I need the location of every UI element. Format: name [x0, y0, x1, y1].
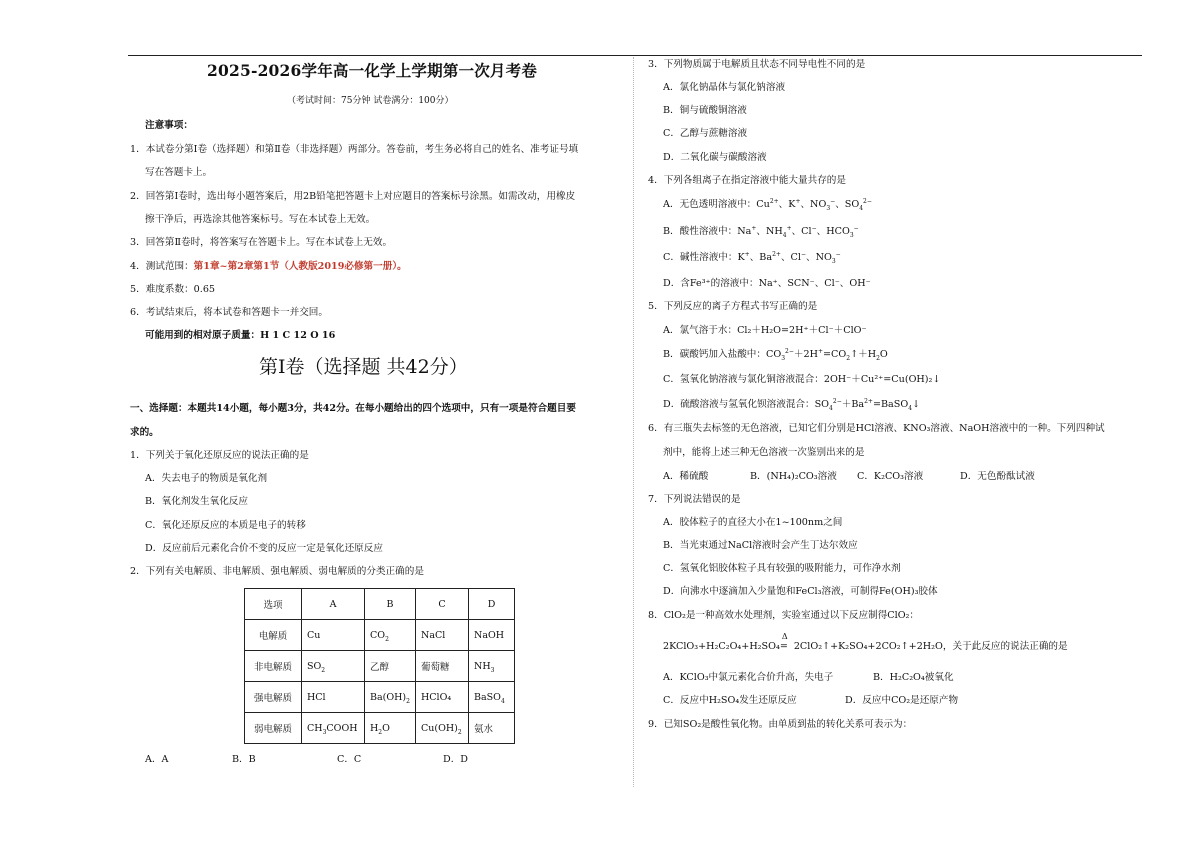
q4-option-a: A．无色透明溶液中：$Cu^{2+}$、K+、$NO_3^-$、$SO_4^{2-}$ — [663, 197, 872, 212]
table-row — [245, 620, 515, 651]
table-row-label: 电解质 — [245, 620, 302, 651]
table-cell: BaSO$_4$ — [469, 682, 515, 713]
q3-option-b: B．铜与硫酸铜溶液 — [663, 105, 747, 116]
q8-stem: 8．ClO₂是一种高效水处理剂，实验室通过以下反应制得ClO₂： — [648, 610, 919, 621]
table-row-label: 弱电解质 — [245, 713, 302, 744]
notice-6: 6．考试结束后，将本试卷和答题卡一并交回。 — [130, 307, 328, 318]
q4-option-d: D．含Fe³⁺的溶液中：Na⁺、SCN⁻、Cl⁻、OH⁻ — [663, 278, 871, 289]
q4-option-b: B．酸性溶液中：Na+、$NH_4^+$、Cl−、$HCO_3^-$ — [663, 224, 859, 239]
notice-4-prefix: 4．测试范围： — [130, 261, 194, 272]
q9-stem: 9．已知SO₂是酸性氧化物。由单质到盐的转化关系可表示为： — [648, 719, 913, 730]
q8-equation-left: 2KClO₃+H₂C₂O₄+H₂SO₄ — [663, 641, 780, 652]
exam-subtitle: （考试时间：75分钟 试卷满分：100分） — [287, 96, 454, 106]
notice-4 — [130, 262, 407, 272]
table-cell: 氨水 — [469, 713, 515, 744]
table-cell: NaCl — [416, 620, 469, 651]
table-cell: $Ba(OH)_2$ — [365, 682, 416, 713]
q7-stem: 7．下列说法错误的是 — [648, 494, 741, 505]
notice-2-line-2: 擦干净后，再选涂其他答案标号。写在本试卷上无效。 — [145, 214, 376, 225]
notice-heading: 注意事项： — [145, 120, 193, 131]
q1-stem: 1．下列关于氧化还原反应的说法正确的是 — [130, 450, 309, 461]
q4-stem: 4．下列各组离子在指定溶液中能大量共存的是 — [648, 175, 846, 186]
section-1-instructions-line-1: 一、选择题：本题共14小题，每小题3分，共42分。在每小题给出的四个选项中，只有一项是符合题目要 — [130, 403, 576, 414]
notice-2-line-1: 2．回答第Ⅰ卷时，选出每小题答案后，用2B铅笔把答题卡上对应题目的答案标号涂黑。如需改动，用橡皮 — [130, 191, 576, 202]
table-row — [245, 682, 515, 713]
table-cell: $CO_2$ — [365, 620, 416, 651]
q8-equation-right: 2ClO₂↑+K₂SO₄+2CO₂↑+2H₂O，关于此反应的说法正确的是 — [793, 641, 1068, 652]
q5-stem: 5．下列反应的离子方程式书写正确的是 — [648, 301, 818, 312]
q6-stem-line-2: 剂中，能将上述三种无色溶液一次鉴别出来的是 — [663, 447, 865, 458]
q4-option-b-text: B．酸性溶液中： — [663, 226, 738, 237]
table-row — [245, 651, 515, 682]
q7-option-c: C．氢氧化铝胶体粒子具有较强的吸附能力，可作净水剂 — [663, 563, 901, 574]
q7-option-d: D．向沸水中逐滴加入少量饱和FeCl₃溶液，可制得Fe(OH)₃胶体 — [663, 586, 938, 597]
q5-option-a: A．氯气溶于水：Cl₂＋H₂O=2H⁺＋Cl⁻＋ClO⁻ — [663, 325, 867, 336]
q6-option-a: A．稀硫酸 — [663, 471, 709, 482]
table-cell: 乙醇 — [365, 651, 416, 682]
header-rule — [128, 55, 1142, 56]
q1-option-d: D．反应前后元素化合价不变的反应一定是氧化还原反应 — [145, 543, 383, 554]
table-cell: $SO_2$ — [302, 651, 365, 682]
table-cell: HCl — [302, 682, 365, 713]
q6-option-d: D．无色酚酞试液 — [960, 471, 1035, 482]
q2-option-c: C．C — [337, 754, 362, 765]
table-header-cell: C — [416, 589, 469, 620]
column-divider — [633, 57, 634, 787]
q3-stem: 3．下列物质属于电解质且状态不同导电性不同的是 — [648, 59, 866, 70]
table-cell: $CH_3COOH$ — [302, 713, 365, 744]
q8-option-c: C．反应中H₂SO₄发生还原反应 — [663, 695, 797, 706]
atomic-mass-line: 可能用到的相对原子质量：H 1 C 12 O 16 — [145, 330, 336, 341]
q2-classification-table — [244, 588, 515, 744]
q1-option-b: B．氧化剂发生氧化反应 — [145, 496, 248, 507]
table-cell: 葡萄糖 — [416, 651, 469, 682]
notice-1-line-1: 1．本试卷分第Ⅰ卷（选择题）和第Ⅱ卷（非选择题）两部分。答卷前，考生务必将自己的姓名、准考证号填 — [130, 144, 579, 155]
notice-3: 3．回答第Ⅱ卷时，将答案写在答题卡上。写在本试卷上无效。 — [130, 237, 393, 248]
table-cell: $NH_3$ — [469, 651, 515, 682]
table-cell: $H_2O$ — [365, 713, 416, 744]
q3-option-a: A．氯化钠晶体与氯化钠溶液 — [663, 82, 786, 93]
q4-option-a-text: A．无色透明溶液中： — [663, 199, 757, 210]
q2-option-a: A．A — [145, 754, 169, 765]
q8-option-b: B．H₂C₂O₄被氧化 — [873, 672, 954, 683]
q2-option-b: B．B — [232, 754, 256, 765]
q7-option-a: A．胶体粒子的直径大小在1~100nm之间 — [663, 517, 843, 528]
table-row-label: 强电解质 — [245, 682, 302, 713]
table-cell: HClO₄ — [416, 682, 469, 713]
table-header-cell: 选项 — [245, 589, 302, 620]
q2-option-d: D．D — [443, 754, 468, 765]
q5-option-c: C．氢氧化钠溶液与氯化铜溶液混合：2OH⁻＋Cu²⁺=Cu(OH)₂↓ — [663, 374, 941, 385]
q6-stem-line-1: 6．有三瓶失去标签的无色溶液，已知它们分别是HCl溶液、KNO₃溶液、NaOH溶液中的一种。下列四种试 — [648, 423, 1105, 434]
notice-4-range: 第1章~第2章第1节（人教版2019必修第一册）。 — [193, 261, 407, 272]
q3-option-d: D．二氧化碳与碳酸溶液 — [663, 152, 767, 163]
table-row-label: 非电解质 — [245, 651, 302, 682]
table-cell: Cu — [302, 620, 365, 651]
q8-option-d: D．反应中CO₂是还原产物 — [845, 695, 959, 706]
notice-1-line-2: 写在答题卡上。 — [145, 167, 213, 178]
table-header-cell: A — [302, 589, 365, 620]
q5-option-d: D．硫酸溶液与氢氧化钡溶液混合：$SO_4^{2-}+Ba^{2+}=BaSO_4↓$ — [663, 397, 921, 412]
q8-option-a: A．KClO₃中氯元素化合价升高，失电子 — [663, 672, 834, 683]
table-header-row — [245, 589, 515, 620]
q5-option-b-text: B．碳酸钙加入盐酸中： — [663, 349, 766, 360]
q8-equation — [663, 632, 1068, 652]
q4-option-c-text: C．碱性溶液中： — [663, 252, 738, 263]
q3-option-c: C．乙醇与蔗糖溶液 — [663, 128, 748, 139]
q2-stem: 2．下列有关电解质、非电解质、强电解质、弱电解质的分类正确的是 — [130, 566, 424, 577]
q5-option-b: B．碳酸钙加入盐酸中：$CO_3^{2-}+2H^+=CO_2↑+H_2O$ — [663, 347, 888, 362]
table-header-cell: D — [469, 589, 515, 620]
section-1-title: 第Ⅰ卷（选择题 共42分） — [259, 356, 468, 378]
q1-option-a: A．失去电子的物质是氧化剂 — [145, 473, 268, 484]
section-1-instructions-line-2: 求的。 — [130, 427, 159, 438]
q6-option-b: B．(NH₄)₂CO₃溶液 — [750, 471, 837, 482]
table-header-cell: B — [365, 589, 416, 620]
notice-5: 5．难度系数：0.65 — [130, 284, 216, 295]
table-row — [245, 713, 515, 744]
q5-option-d-text: D．硫酸溶液与氢氧化钡溶液混合： — [663, 399, 815, 410]
q4-option-c: C．碱性溶液中：K+、$Ba^{2+}$、Cl−、$NO_3^-$ — [663, 250, 841, 265]
q8-heat-arrow: Δ = — [779, 632, 788, 652]
q8-delta: Δ — [781, 632, 788, 641]
table-cell: $Cu(OH)_2$ — [416, 713, 469, 744]
table-cell: NaOH — [469, 620, 515, 651]
exam-title: 2025-2026学年高一化学上学期第一次月考卷 — [207, 61, 538, 80]
q7-option-b: B．当光束通过NaCl溶液时会产生丁达尔效应 — [663, 540, 858, 551]
q6-option-c: C．K₂CO₃溶液 — [857, 471, 924, 482]
q1-option-c: C．氧化还原反应的本质是电子的转移 — [145, 520, 306, 531]
